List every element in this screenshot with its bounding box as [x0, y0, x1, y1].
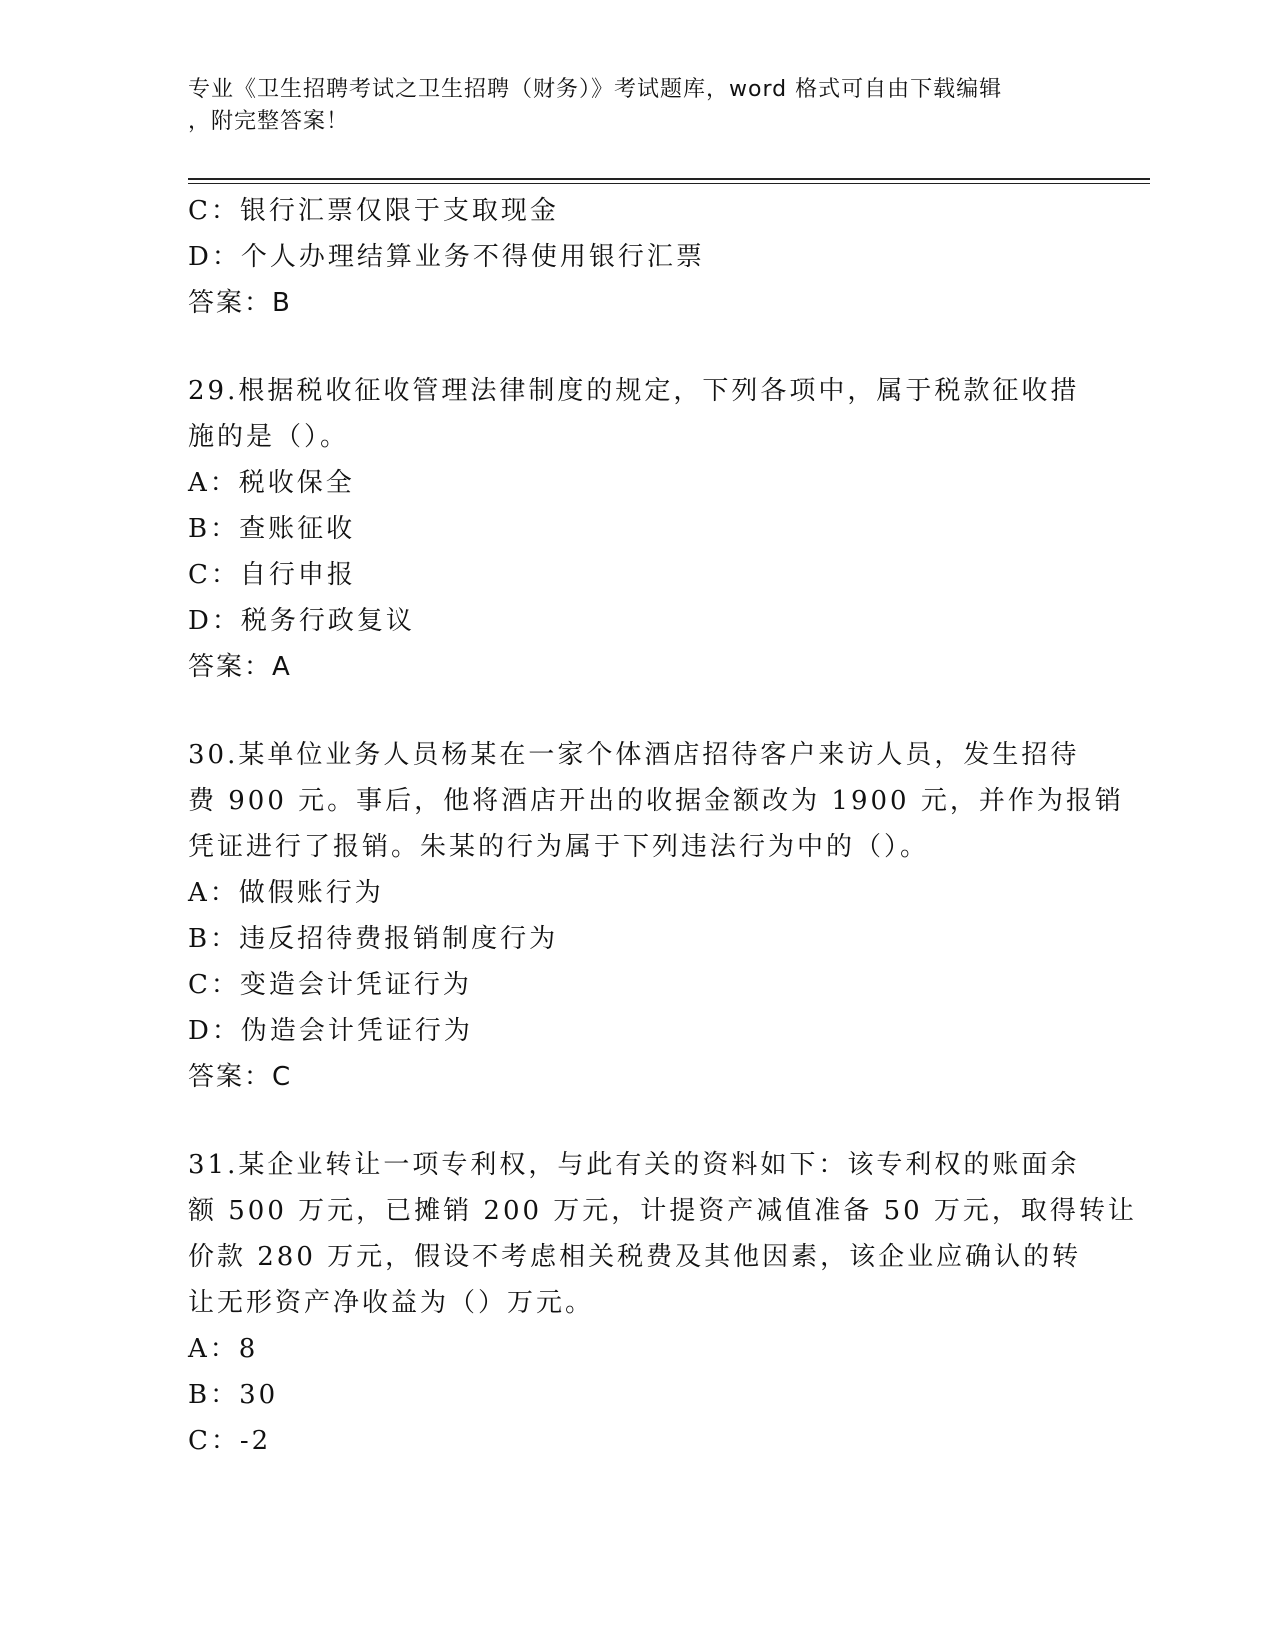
question-text-line: 让无形资产净收益为（）万元。 [188, 1288, 595, 1318]
question-30 [188, 732, 1124, 1100]
question-text-line: 31.某企业转让一项专利权，与此有关的资料如下：该专利权的账面余 [188, 1150, 1080, 1180]
option-b: B：查账征收 [188, 514, 356, 544]
answer-line: 答案：A [188, 652, 292, 682]
question-text-line: 凭证进行了报销。朱某的行为属于下列违法行为中的（）。 [188, 832, 930, 862]
answer-line: 答案：B [188, 288, 292, 318]
option-d: D：伪造会计凭证行为 [188, 1016, 473, 1046]
option-c: C：-2 [188, 1426, 272, 1456]
header-divider-thin [188, 183, 1150, 184]
question-content [188, 188, 1137, 1464]
header-divider-thick [188, 178, 1150, 180]
document-header [188, 74, 1068, 138]
option-a: A：税收保全 [188, 468, 355, 498]
option-c: C：变造会计凭证行为 [188, 970, 472, 1000]
question-text-line: 30.某单位业务人员杨某在一家个体酒店招待客户来访人员，发生招待 [188, 740, 1080, 770]
question-text-line: 额 500 万元，已摊销 200 万元，计提资产减值准备 50 万元，取得转让 [188, 1196, 1137, 1226]
answer-line: 答案：C [188, 1062, 293, 1092]
question-text-line: 施的是（）。 [188, 422, 350, 452]
option-b: B：30 [188, 1380, 279, 1410]
header-line-2: ，附完整答案！ [188, 109, 350, 134]
question-text-line: 费 900 元。事后，他将酒店开出的收据金额改为 1900 元，并作为报销 [188, 786, 1124, 816]
question-29 [188, 368, 1088, 690]
option-a: A：做假账行为 [188, 878, 384, 908]
question-31 [188, 1142, 1137, 1464]
option-c: C：银行汇票仅限于支取现金 [188, 196, 559, 226]
question-text-line: 价款 280 万元，假设不考虑相关税费及其他因素，该企业应确认的转 [188, 1242, 1082, 1272]
header-line-1: 专业《卫生招聘考试之卫生招聘（财务）》考试题库，word 格式可自由下载编辑 [188, 77, 1003, 102]
option-d: D：税务行政复议 [188, 606, 415, 636]
option-a: A：8 [188, 1334, 259, 1364]
question-text-line: 29.根据税收征收管理法律制度的规定，下列各项中，属于税款征收措 [188, 376, 1080, 406]
option-d: D：个人办理结算业务不得使用银行汇票 [188, 242, 705, 272]
option-b: B：违反招待费报销制度行为 [188, 924, 559, 954]
option-c: C：自行申报 [188, 560, 356, 590]
partial-question-28 [188, 188, 1088, 326]
